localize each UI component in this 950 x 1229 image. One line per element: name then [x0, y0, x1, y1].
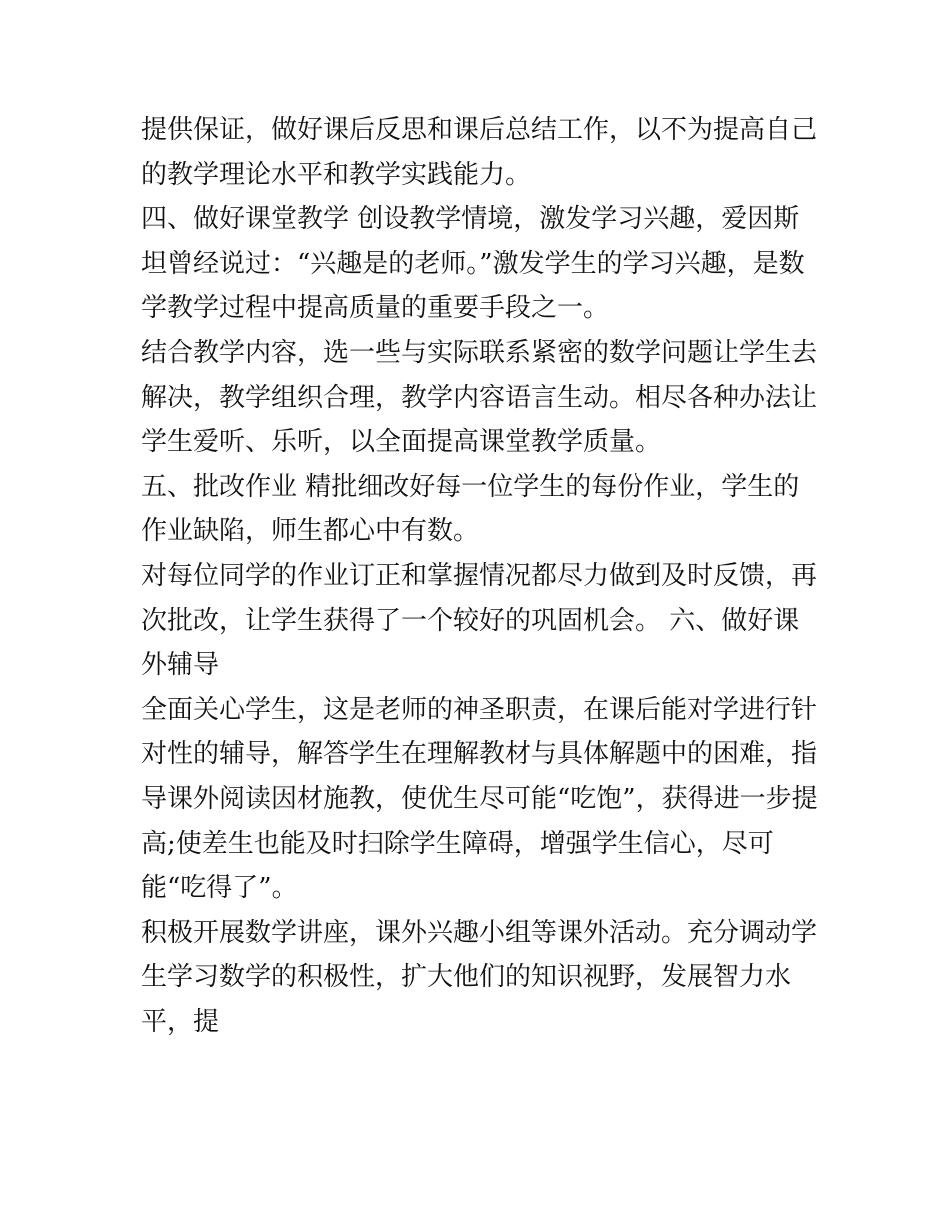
paragraph-1: 提供保证，做好课后反思和课后总结工作，以不为提高自己的教学理论水平和教学实践能力。: [141, 115, 818, 190]
paragraph-3: 结合教学内容，选一些与实际联系紧密的数学问题让学生去解决，教学组织合理，教学内容语言生动。相尽各种办法让学生爱听、乐听，以全面提高课堂教学质量。: [141, 337, 818, 458]
paragraph-4: 五、批改作业 精批细改好每一位学生的每份作业，学生的作业缺陷，师生都心中有数。: [141, 471, 800, 547]
paragraph-6: 全面关心学生，这是老师的神圣职责，在课后能对学进行针对性的辅导，解答学生在理解教材与具体解题中的困难，指导课外阅读因材施教，使优生尽可能“吃饱”，获得进一步提高;使差生也能及时扫除学生障碍，增强学生信心，尽可能“吃得了”。: [141, 694, 818, 904]
paragraph-7: 积极开展数学讲座，课外兴趣小组等课外活动。充分调动学生学习数学的积极性，扩大他们的知识视野，发展智力水平，提: [141, 917, 818, 1037]
paragraph-5: 对每位同学的作业订正和掌握情况都尽力做到及时反馈，再次批改，让学生获得了一个较好的巩固机会。 六、做好课外辅导: [141, 560, 818, 681]
document-body: [141, 108, 821, 1044]
paragraph-2: 四、做好课堂教学 创设教学情境，激发学习兴趣，爱因斯坦曾经说过：“兴趣是的老师。”激发学生的学习兴趣，是数学教学过程中提高质量的重要手段之一。: [141, 204, 805, 324]
